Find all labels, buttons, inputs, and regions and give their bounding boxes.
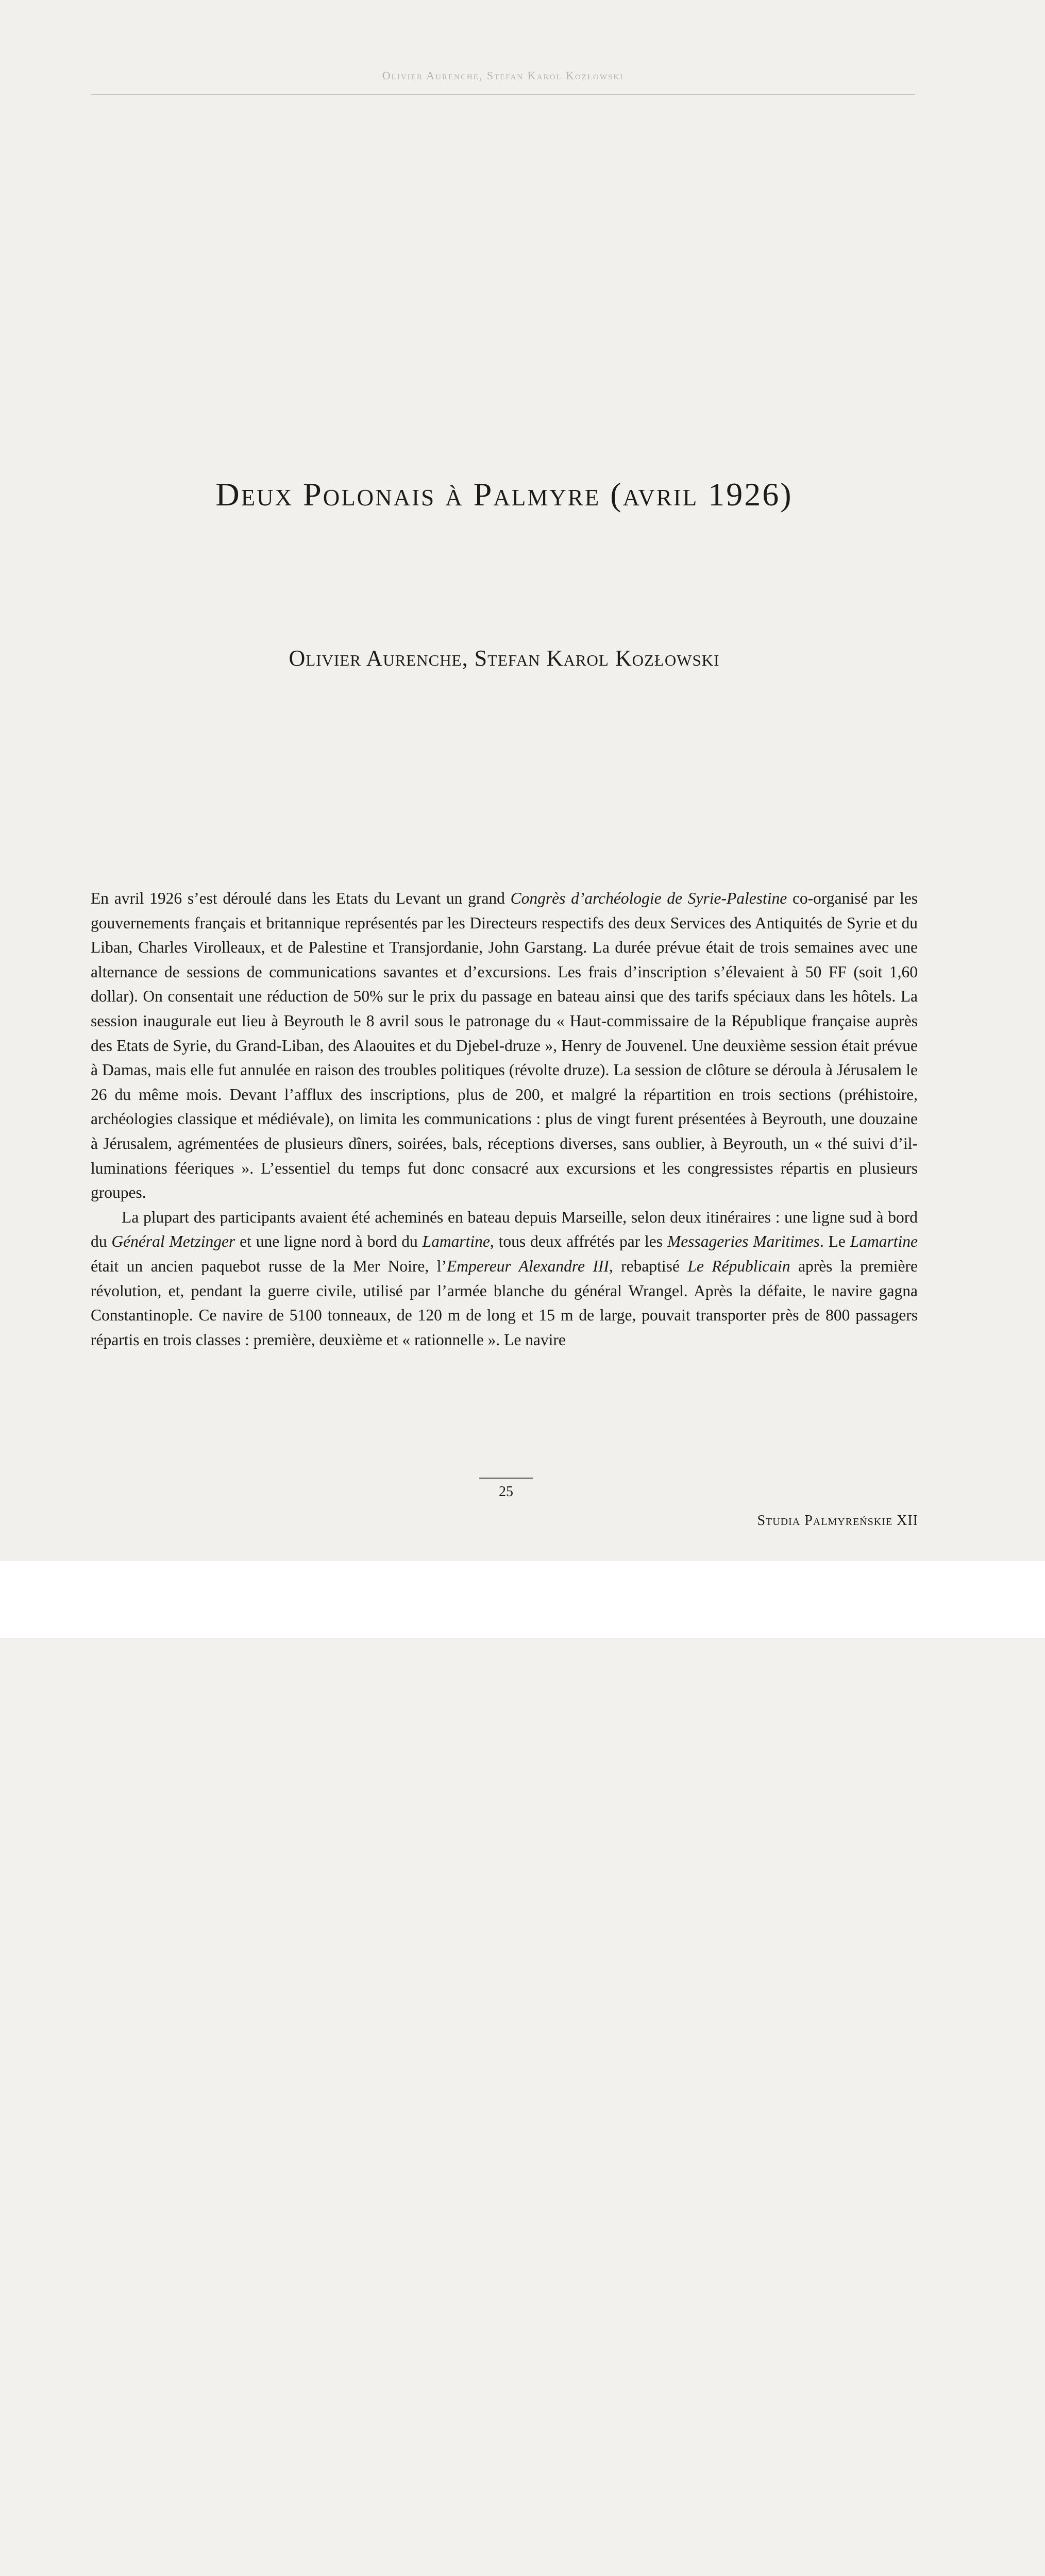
paragraph-2: La plupart des participants avaient été acheminés en bateau depuis Marseille, selon deux itinéraires : une ligne sud à bord du Général Metzinger et une ligne nord à bord du Lamartine, tous deux affrétés par les Messageries Maritimes. Le Lamartine était un ancien paquebot russe de la Mer Noire, l’Empereur Alexandre III, rebaptisé Le Républicain après la première révolution, et, pendant la guerre civile, utilisé par l’armée blanche du général Wrangel. Après la défaite, le navire gagna Constantinople. Ce navire de 5100 tonneaux, de 120 m de long et 15 m de large, pouvait transporter près de 800 passagers répartis en trois classes : première, deuxième et « rationnelle ». Le navire (91, 1208, 918, 1349)
article-body (91, 886, 918, 1352)
author-names: Olivier Aurenche, Stefan Karol Kozłowski (283, 646, 726, 671)
article-title: Deux Polonais à Palmyre (avril 1926) (91, 474, 918, 515)
page-number: 25 (499, 1484, 513, 1500)
paragraph-1: En avril 1926 s’est déroulé dans les Etats du Levant un grand Congrès d’archéologie de Syrie-Palestine co-organisé par les gouvernements français et britannique représentés par les Directeurs respectifs des deux Services des Antiquités de Syrie et du Liban, Charles Virolleaux, et de Palestine et Transjordanie, John Garstang. La durée prévue était de trois semaines avec une alternance de sessions de communications savantes et d’excursions. Les frais d’inscription s’élevaient à 50 FF (soit 1,60 dollar). On consentait une réduction de 50% sur le prix du passage en bateau ainsi que des tarifs spéciaux dans les hôtels. La session inaugurale eut lieu à Beyrouth le 8 avril sous le patronage du « Haut-commissaire de la République française auprès des Etats de Syrie, du Grand-Liban, des Alaouites et du Djebel-druze », Henry de Jouvenel. Une deuxième session était prévue à Damas, mais elle fut annulée en raison des troubles politiques (révolte druze). La session de clôture se déroula à Jérusalem le 26 du même mois. Devant l’afflux des inscriptions, plus de 200, et malgré la répartition en trois sections (préhistoire, archéologies classique et médiévale), on limita les communications : plus de vingt furent présentées à Beyrouth, une douzaine à Jérusalem, agrémentées de plusieurs dîners, soirées, bals, réceptions diverses, sans oublier, à Beyrouth, un « thé suivi d’illuminations féeriques ». L’essentiel du temps fut donc consacré aux excursions et les congressistes répartis en plusieurs groupes. (91, 889, 918, 1202)
journal-name: Studia Palmyreńskie XII (757, 1513, 918, 1529)
article-authors (91, 643, 918, 674)
footer-rule (479, 1478, 533, 1479)
running-head: Olivier Aurenche, Stefan Karol Kozłowski (382, 69, 624, 82)
digitization-footer (0, 1561, 1045, 1638)
header-rule (91, 94, 915, 95)
